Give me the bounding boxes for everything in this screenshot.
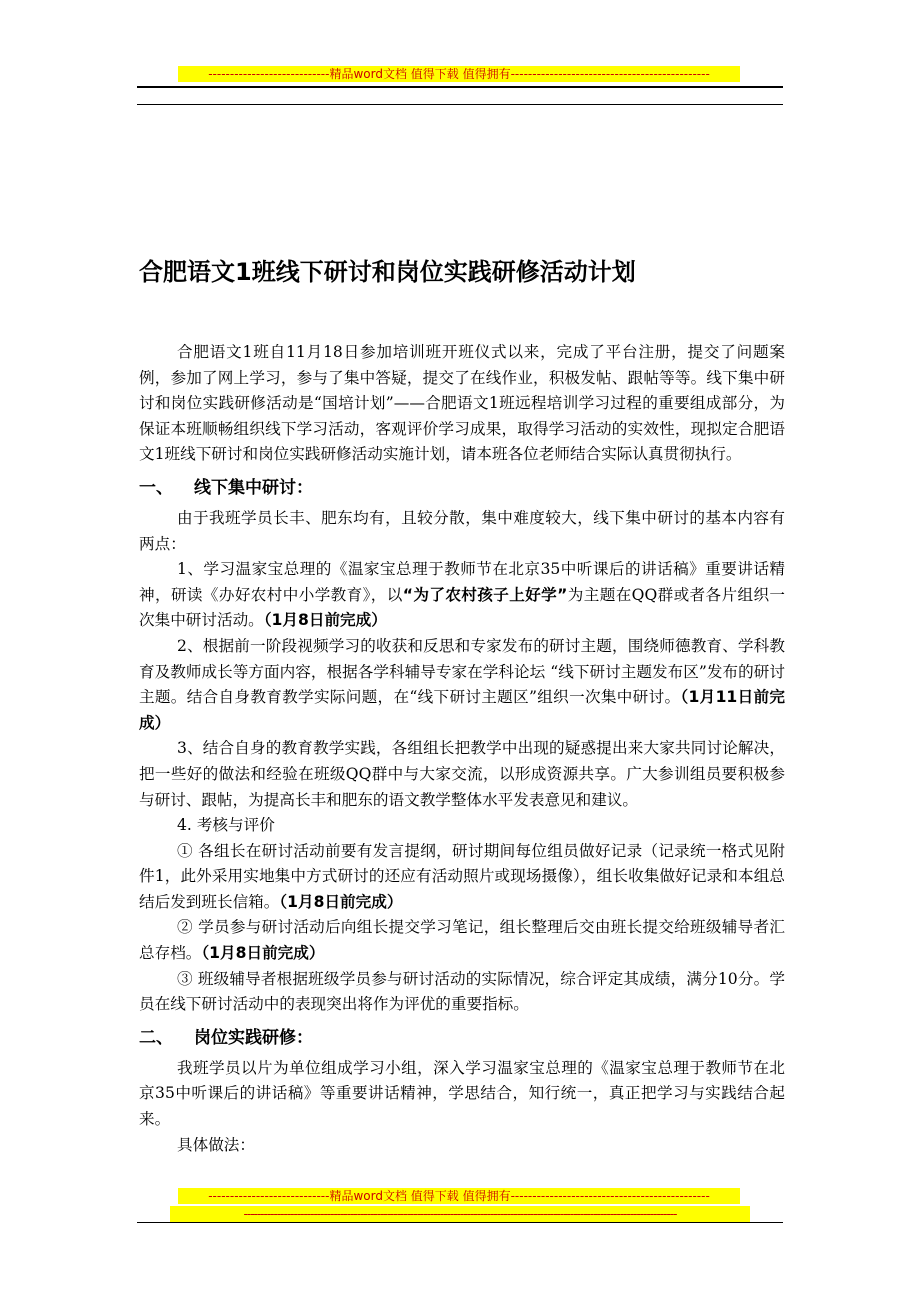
- section-1-item-1: [139, 557, 785, 634]
- section-1-intro: 由于我班学员长丰、肥东均有，且较分散，集中难度较大，线下集中研讨的基本内容有两点：: [139, 508, 785, 553]
- criterion-1-text: ① 各组长在研讨活动前要有发言提纲，研讨期间每位组员做好记录（记录统一格式见附件1，此外采用实地集中方式研讨的还应有活动照片或现场摄像），组长收集做好记录和本组总结后发到班长信箱。: [139, 841, 785, 911]
- section-2-title: 岗位实践研修：: [194, 1027, 313, 1048]
- criterion-3: ③ 班级辅导者根据班级学员参与研讨活动的实际情况，综合评定其成绩，满分10分。学员在线下研讨活动中的表现突出将作为评优的重要指标。: [139, 969, 785, 1014]
- item-2-text: 2、根据前一阶段视频学习的收获和反思和专家发布的研讨主题，围绕师德教育、学科教育及教师成长等方面内容，根据各学科辅导专家在学科论坛 “线下研讨主题发布区”发布的研讨主题。结合自身教育教学实际问题，在“线下研讨主题区”组织一次集中研讨。: [139, 636, 785, 707]
- section-1-item-3: 3、结合自身的教育教学实践，各组组长把教学中出现的疑惑提出来大家共同讨论解决，把一些好的做法和经验在班级QQ群中与大家交流，以形成资源共享。广大参训组员要积极参与研讨、跟帖，为提高长丰和肥东的语文教学整体水平发表意见和建议。: [139, 739, 785, 809]
- section-2-method-label: 具体做法：: [177, 1135, 255, 1154]
- intro-paragraph: 合肥语文1班自11月18日参加培训班开班仪式以来，完成了平台注册，提交了问题案例，参加了网上学习，参与了集中答疑，提交了在线作业，积极发帖、跟帖等等。线下集中研讨和岗位实践研修活动是“国培计划”——合肥语文1班远程培训学习过程的重要组成部分，为保证本班顺畅组织线下学习活动，客观评价学习成果，取得学习活动的实效性，现拟定合肥语文1班线下研讨和岗位实践研修活动实施计划，请本班各位老师结合实际认真贯彻执行。: [139, 343, 785, 464]
- criterion-2: [139, 915, 785, 966]
- section-1-number: 一、: [139, 477, 173, 498]
- criterion-1-deadline: （1月8日前完成）: [279, 892, 403, 911]
- criterion-2-text: ② 学员参与研讨活动后向组长提交学习笔记，组长整理后交由班长提交给班级辅导者汇总存档。: [139, 918, 785, 963]
- item-1-theme: “为了农村孩子上好学”: [402, 585, 568, 604]
- item-1-text-cont: 为主题在QQ群或者各片组织一次集中研讨活动。: [139, 585, 786, 630]
- document-body: [139, 340, 785, 1158]
- footer-rule: [137, 1222, 783, 1223]
- section-1-item-2: [139, 634, 785, 736]
- header-banner: ----------------------------精品word文档 值得下载 值得拥有----------------------------------------------: [178, 66, 740, 82]
- footer-banner: ----------------------------精品word文档 值得下载 值得拥有----------------------------------------------: [178, 1188, 740, 1204]
- section-1-title: 线下集中研讨：: [194, 477, 313, 498]
- item-2-deadline: （1月11日前完成）: [139, 688, 785, 732]
- section-2-heading: [139, 1023, 785, 1053]
- criterion-2-deadline: （1月8日前完成）: [201, 944, 325, 963]
- item-1-deadline: （1月8日前完成）: [263, 611, 387, 630]
- document-title: 合肥语文1班线下研讨和岗位实践研修活动计划: [139, 258, 636, 286]
- section-2-number: 二、: [139, 1027, 173, 1048]
- section-1-item-4: 4. 考核与评价: [177, 816, 275, 835]
- footer-banner-dashes: ----------------------------------------------------------------------------------------------------------------------------------: [170, 1206, 750, 1222]
- section-2-paragraph: 我班学员以片为单位组成学习小组，深入学习温家宝总理的《温家宝总理于教师节在北京35中听课后的讲话稿》等重要讲话精神，学思结合，知行统一，真正把学习与实践结合起来。: [139, 1058, 785, 1129]
- item-1-text: 1、学习温家宝总理的《温家宝总理于教师节在北京35中听课后的讲话稿》重要讲话精神，研读《办好农村中小学教育》，以: [139, 560, 785, 604]
- header-rule-thick: [137, 86, 783, 88]
- header-rule-thin: [137, 104, 783, 105]
- section-1-heading: [139, 473, 785, 503]
- criterion-1: [139, 839, 785, 916]
